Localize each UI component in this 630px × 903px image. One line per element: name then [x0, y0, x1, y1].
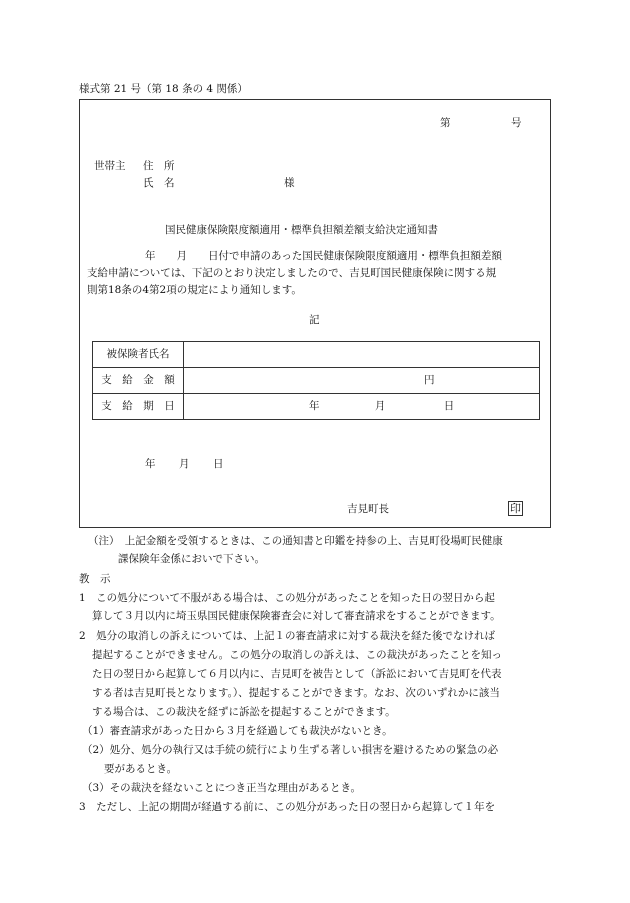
instruction-line: （2）処分、処分の執行又は手続の続行により生ずる著しい損害を避けるための緊急の必: [82, 744, 499, 756]
number-go: 号: [511, 117, 522, 129]
body-line-2: 支給申請については、下記のとおり決定しましたので、吉見町国民健康保険に関する規: [87, 267, 497, 279]
number-dai: 第: [440, 117, 451, 129]
form-header: 様式第 21 号（第 18 条の 4 関係）: [79, 83, 248, 95]
amount-value-cell: [184, 368, 540, 394]
instruction-line: 1 この処分について不服がある場合は、この処分があったことを知った日の翌日から起: [79, 592, 495, 604]
table-row: [93, 368, 540, 394]
payment-year-unit: 年: [309, 400, 320, 413]
insured-name-label: 被保険者氏名: [93, 342, 184, 368]
name-label: 氏 名: [143, 177, 175, 189]
body-line-1: 年 月 日付で申請のあった国民健康保険限度額適用・標準負担額差額: [145, 250, 502, 262]
instruction-line: 算して３月以内に埼玉県国民健康保険審査会に対して審査請求をすることができます。: [92, 610, 501, 622]
issue-day: 日: [213, 458, 224, 470]
instruction-line: する場合は、この裁決を経ずに訴訟を提起することができます。: [92, 706, 396, 718]
householder-prefix: 世帯主: [94, 160, 126, 172]
instructions-heading: 教 示: [79, 573, 111, 585]
issuer-name: 吉見町長: [347, 503, 389, 515]
address-label: 住 所: [143, 160, 175, 172]
instruction-line: 3 ただし、上記の期間が経過する前に、この処分があった日の翌日から起算して１年を: [79, 801, 496, 813]
issue-year: 年: [145, 458, 156, 470]
amount-label: 支 給 金 額: [93, 368, 184, 394]
table-row: [93, 394, 540, 420]
body-line-3: 則第18条の4第2項の規定により通知します。: [87, 284, 302, 296]
note-line-1: （注） 上記金額を受領するときは、この通知書と印鑑を持参の上、吉見町役場町民健康: [88, 535, 503, 547]
benefit-table: [92, 341, 540, 420]
table-row: [93, 342, 540, 368]
instruction-line: 要があるとき。: [104, 763, 178, 775]
issue-month: 月: [179, 458, 190, 470]
payment-day-unit: 日: [443, 400, 455, 413]
instruction-line: た日の翌日から起算して６月以内に、吉見町を被告として（訴訟において吉見町を代表: [92, 668, 502, 680]
honorific-sama: 様: [284, 177, 295, 189]
note-line-2: 課保険年金係においで下さい。: [118, 553, 265, 565]
instruction-line: 2 処分の取消しの訴えについては、上記１の審査請求に対する裁決を経た後でなければ: [79, 630, 495, 642]
instruction-line: 提起することができません。この処分の取消しの訴えは、この裁決があったことを知っ: [92, 649, 503, 661]
instruction-line: （1）審査請求があった日から３月を経過しても裁決がないとき。: [82, 725, 393, 737]
ki-mark: 記: [309, 314, 320, 326]
payment-month-unit: 月: [374, 400, 386, 413]
insured-name-value: [184, 342, 540, 368]
instruction-line: （3）その裁決を経ないことにつき正当な理由があるとき。: [82, 782, 362, 794]
yen-unit: 円: [424, 374, 435, 387]
payment-date-label: 支 給 期 日: [93, 394, 184, 420]
instruction-line: する者は吉見町長となります。）、提起することができます。なお、次のいずれかに該当: [92, 687, 500, 699]
payment-date-value-cell: [184, 394, 540, 420]
notice-title: 国民健康保険限度額適用・標準負担額差額支給決定通知書: [165, 224, 438, 236]
seal-box: 印: [510, 502, 521, 515]
